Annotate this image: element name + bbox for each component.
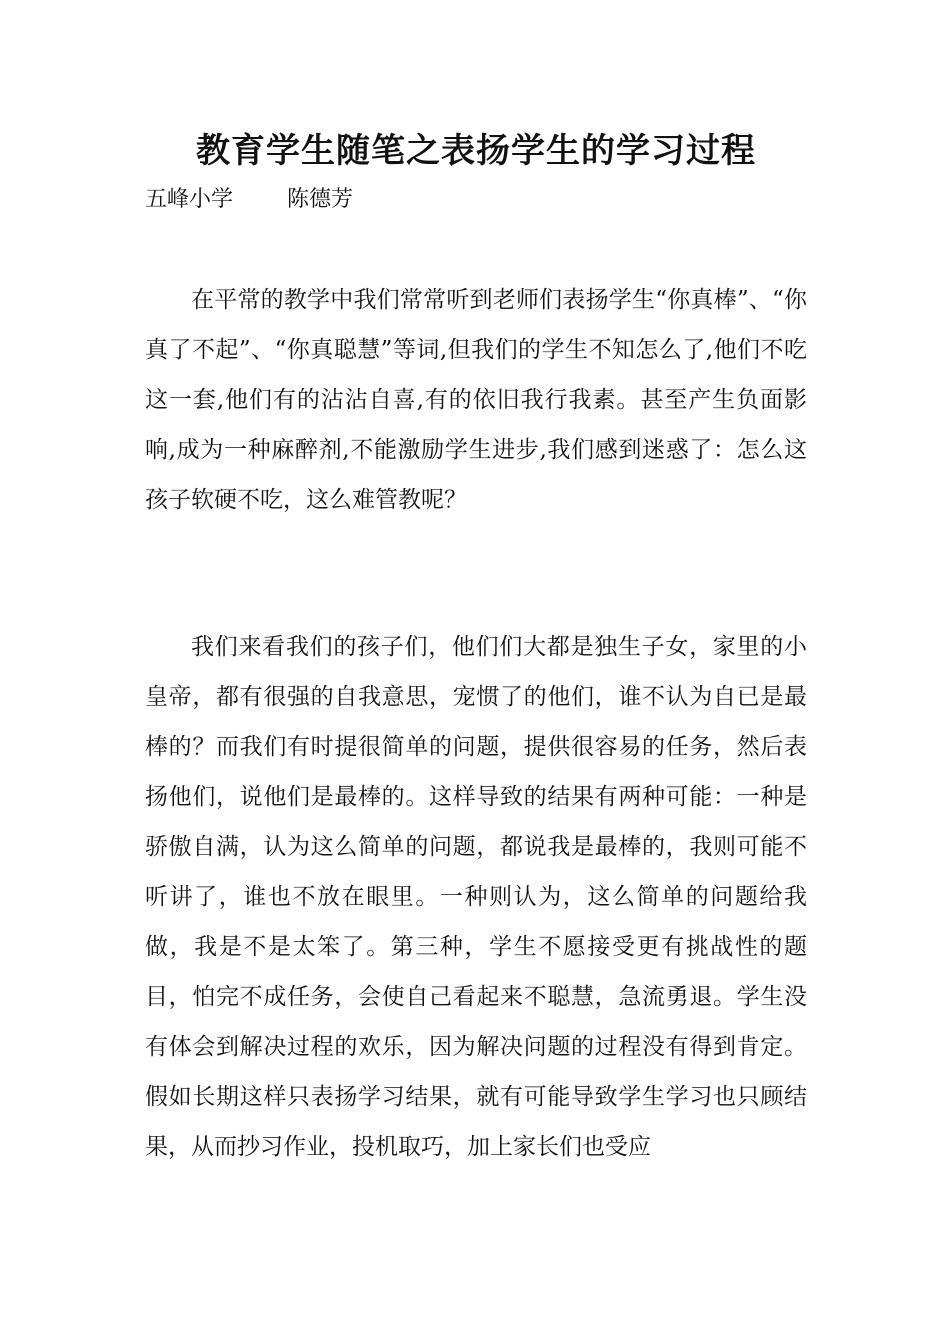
body-paragraph: 我们来看我们的孩子们，他们们大都是独生子女，家里的小皇帝，都有很强的自我意思，宠惯了的他们，谁不认为自已是最棒的？而我们有时提很简单的问题，提供很容易的任务，然后表扬他们，说他们是最棒的。这样导致的结果有两种可能：一种是骄傲自满，认为这么简单的问题，都说我是最棒的，我则可能不听讲了，谁也不放在眼里。一种则认为，这么简单的问题给我做，我是不是太笨了。第三种，学生不愿接受更有挑战性的题目，怕完不成任务，会使自己看起来不聪慧，急流勇退。学生没有体会到解决过程的欢乐，因为解决问题的过程没有得到肯定。假如长期这样只表扬学习结果，就有可能导致学生学习也只顾结果，从而抄习作业，投机取巧，加上家长们也受应 — [145, 634, 807, 1160]
document-title: 教育学生随笔之表扬学生的学习过程 — [196, 131, 756, 171]
body-paragraph: 在平常的教学中我们常常听到老师们表扬学生“你真棒”、“你真了不起”、“你真聪慧”等词,但我们的学生不知怎么了,他们不吃这一套,他们有的沾沾自喜,有的依旧我行我素。甚至产生负面影响,成为一种麻醉剂,不能激励学生进步,我们感到迷惑了：怎么这孩子软硬不吃，这么难管教呢？ — [145, 287, 807, 513]
author-name: 陈德芳 — [287, 187, 354, 212]
byline — [145, 182, 353, 218]
school-name: 五峰小学 — [145, 187, 234, 212]
